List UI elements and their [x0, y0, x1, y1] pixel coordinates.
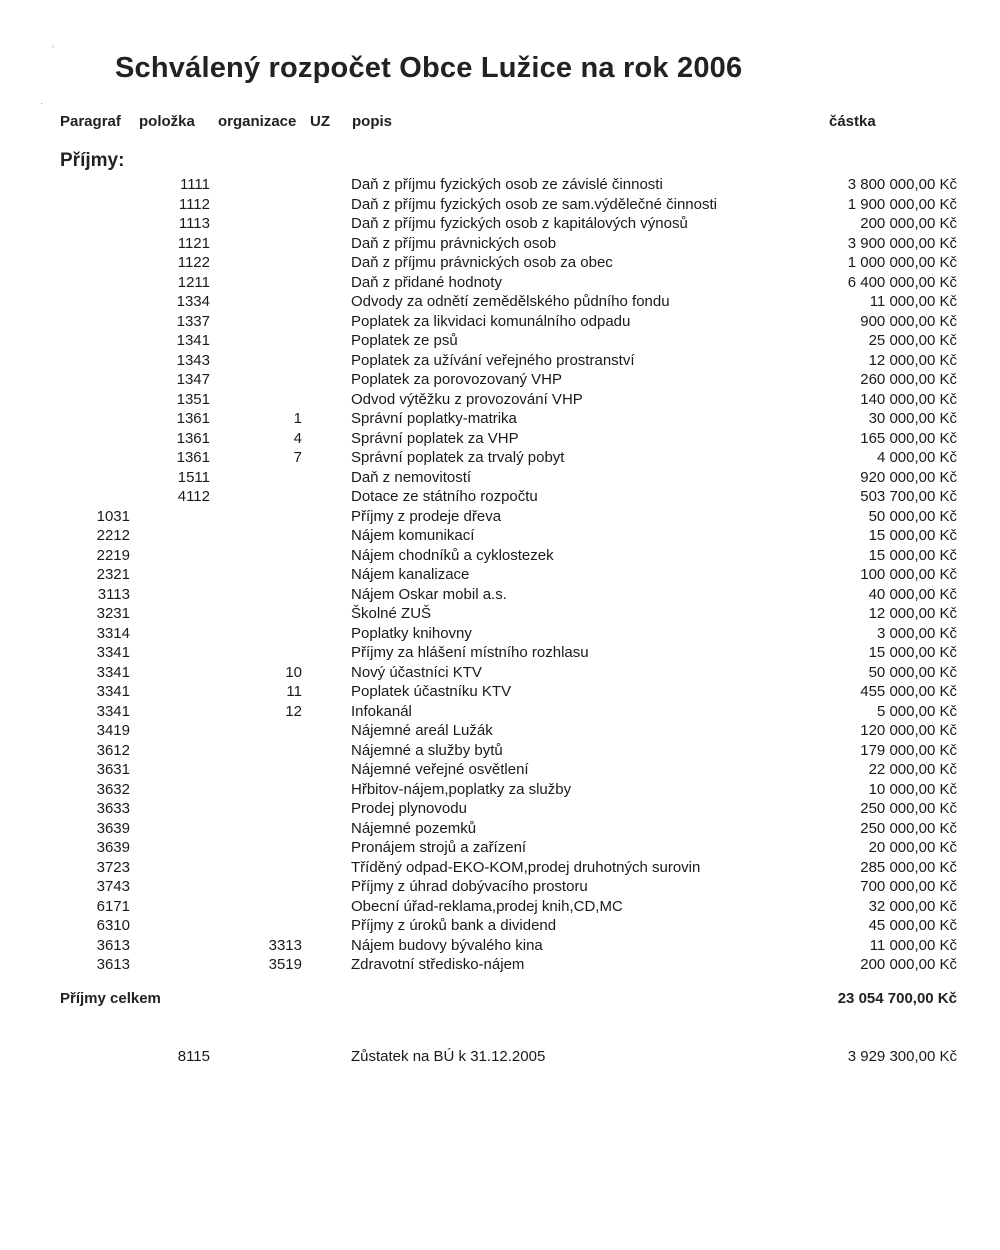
row-description: Nový účastníci KTV [351, 663, 482, 681]
row-paragraf: 3743 [96, 878, 130, 895]
header-organizace: organizace [218, 113, 297, 130]
balance-polozka: 8115 [177, 1048, 210, 1065]
row-paragraf: 3341 [96, 702, 130, 720]
row-description: Poplatek ze psů [351, 332, 458, 349]
table-row [0, 234, 1000, 254]
document-title: Schválený rozpočet Obce Lužice na rok 2006 [115, 52, 743, 84]
header-polozka: položka [139, 113, 195, 130]
row-paragraf: 3612 [96, 741, 130, 759]
row-amount: 200 000,00 Kč [860, 215, 957, 232]
row-paragraf: 2219 [96, 546, 130, 564]
row-description: Pronájem strojů a zařízení [351, 839, 527, 856]
row-polozka: 1343 [176, 351, 210, 369]
row-organizace: 3519 [268, 956, 302, 973]
row-amount: 40 000,00 Kč [868, 585, 957, 603]
row-description: Nájemné veřejné osvětlení [351, 761, 529, 778]
row-description: Daň z příjmu fyzických osob ze závislé činnosti [351, 176, 663, 193]
row-description: Daň z příjmu právnických osob za obec [351, 254, 613, 271]
income-table [0, 175, 1000, 975]
scan-mark: · [40, 98, 44, 109]
row-description: Prodej plynovodu [351, 800, 467, 817]
table-row [0, 682, 1000, 702]
row-organizace: 3313 [268, 936, 302, 954]
row-description: Infokanál [351, 702, 412, 720]
row-polozka: 1511 [177, 468, 210, 486]
row-description: Poplatek za porovozovaný VHP [351, 371, 562, 388]
table-row [0, 955, 1000, 975]
row-amount: 4 000,00 Kč [876, 449, 957, 466]
row-amount: 11 000,00 Kč [869, 293, 957, 310]
table-row [0, 916, 1000, 936]
table-row [0, 585, 1000, 605]
row-paragraf: 3113 [97, 585, 130, 603]
row-description: Příjmy za hlášení místního rozhlasu [351, 644, 589, 661]
row-paragraf: 6171 [96, 897, 130, 915]
table-row [0, 624, 1000, 644]
row-paragraf: 3631 [96, 761, 130, 778]
row-organizace: 1 [293, 410, 302, 427]
row-description: Správní poplatek za VHP [351, 429, 519, 447]
row-paragraf: 3639 [96, 819, 130, 837]
row-description: Nájem Oskar mobil a.s. [351, 585, 507, 603]
row-polozka: 1361 [176, 410, 210, 427]
row-amount: 200 000,00 Kč [860, 956, 957, 973]
total-amount: 23 054 700,00 Kč [837, 990, 957, 1007]
row-amount: 22 000,00 Kč [868, 761, 957, 778]
row-amount: 179 000,00 Kč [860, 741, 957, 759]
row-polozka: 1361 [176, 449, 210, 466]
row-polozka: 1334 [176, 293, 210, 310]
row-description: Správní poplatky-matrika [351, 410, 517, 427]
row-amount: 165 000,00 Kč [860, 429, 957, 447]
row-paragraf: 3723 [96, 858, 130, 876]
table-row [0, 214, 1000, 234]
row-amount: 12 000,00 Kč [868, 605, 957, 622]
header-castka: částka [829, 113, 876, 130]
row-organizace: 7 [293, 449, 302, 466]
row-polozka: 1122 [177, 254, 210, 271]
row-amount: 10 000,00 Kč [868, 780, 957, 798]
row-polozka: 1211 [177, 273, 210, 291]
row-organizace: 4 [293, 429, 302, 447]
row-amount: 50 000,00 Kč [868, 507, 957, 525]
row-amount: 3 800 000,00 Kč [847, 176, 957, 193]
table-row [0, 604, 1000, 624]
row-description: Daň z příjmu fyzických osob z kapitálových výnosů [351, 215, 688, 232]
row-amount: 15 000,00 Kč [868, 546, 957, 564]
row-amount: 503 700,00 Kč [860, 488, 957, 505]
row-description: Správní poplatek za trvalý pobyt [351, 449, 565, 466]
table-row [0, 292, 1000, 312]
table-row [0, 702, 1000, 722]
row-paragraf: 3341 [96, 683, 130, 700]
row-paragraf: 3314 [96, 624, 130, 642]
table-row [0, 819, 1000, 839]
row-description: Nájem komunikací [351, 527, 475, 544]
row-paragraf: 3613 [96, 936, 130, 954]
row-amount: 20 000,00 Kč [868, 839, 957, 856]
table-row [0, 897, 1000, 917]
row-amount: 25 000,00 Kč [868, 332, 957, 349]
row-organizace: 10 [285, 663, 302, 681]
table-row [0, 195, 1000, 215]
table-row [0, 936, 1000, 956]
row-description: Daň z nemovitostí [351, 468, 472, 486]
table-row [0, 721, 1000, 741]
table-row [0, 546, 1000, 566]
row-polozka: 4112 [177, 488, 210, 505]
table-row [0, 448, 1000, 468]
row-description: Poplatek za užívání veřejného prostranství [351, 351, 635, 369]
row-description: Poplatek za likvidaci komunálního odpadu [351, 312, 631, 330]
row-amount: 250 000,00 Kč [860, 819, 957, 837]
table-row [0, 663, 1000, 683]
row-paragraf: 3341 [96, 644, 130, 661]
table-row [0, 565, 1000, 585]
table-row [0, 643, 1000, 663]
row-polozka: 1347 [176, 371, 210, 388]
row-description: Příjmy z úroků bank a dividend [351, 917, 557, 934]
table-row [0, 253, 1000, 273]
row-description: Nájem kanalizace [351, 566, 470, 583]
table-row [0, 175, 1000, 195]
table-row [0, 312, 1000, 332]
row-description: Daň z přidané hodnoty [351, 273, 502, 291]
row-polozka: 1337 [176, 312, 210, 330]
row-amount: 3 000,00 Kč [876, 624, 957, 642]
row-description: Obecní úřad-reklama,prodej knih,CD,MC [351, 897, 623, 915]
row-description: Dotace ze státního rozpočtu [351, 488, 538, 505]
table-row [0, 741, 1000, 761]
row-amount: 50 000,00 Kč [868, 663, 957, 681]
row-amount: 11 000,00 Kč [869, 936, 957, 954]
balance-description: Zůstatek na BÚ k 31.12.2005 [351, 1048, 546, 1065]
table-row [0, 838, 1000, 858]
balance-amount: 3 929 300,00 Kč [847, 1048, 957, 1065]
table-row [0, 370, 1000, 390]
table-row [0, 780, 1000, 800]
row-amount: 455 000,00 Kč [860, 683, 957, 700]
row-polozka: 1113 [178, 215, 210, 232]
row-amount: 3 900 000,00 Kč [847, 234, 957, 252]
row-amount: 15 000,00 Kč [868, 644, 957, 661]
row-amount: 700 000,00 Kč [860, 878, 957, 895]
row-paragraf: 2212 [96, 527, 130, 544]
row-paragraf: 3419 [96, 722, 130, 739]
row-paragraf: 1031 [96, 507, 130, 525]
table-row [0, 858, 1000, 878]
row-paragraf: 3341 [96, 663, 130, 681]
row-paragraf: 3613 [96, 956, 130, 973]
row-organizace: 12 [285, 702, 302, 720]
row-description: Odvod výtěžku z provozování VHP [351, 390, 583, 408]
row-amount: 100 000,00 Kč [860, 566, 957, 583]
table-row [0, 877, 1000, 897]
row-description: Daň z příjmu fyzických osob ze sam.výdělečné činnosti [351, 195, 717, 213]
row-paragraf: 3633 [96, 800, 130, 817]
row-amount: 15 000,00 Kč [868, 527, 957, 544]
row-description: Nájemné areál Lužák [351, 722, 493, 739]
row-amount: 920 000,00 Kč [860, 468, 957, 486]
row-amount: 260 000,00 Kč [860, 371, 957, 388]
header-popis: popis [352, 113, 392, 130]
table-row [0, 351, 1000, 371]
row-amount: 120 000,00 Kč [860, 722, 957, 739]
row-description: Zdravotní středisko-nájem [351, 956, 525, 973]
row-description: Poplatek účastníku KTV [351, 683, 512, 700]
row-amount: 5 000,00 Kč [876, 702, 957, 720]
row-paragraf: 6310 [96, 917, 130, 934]
row-description: Nájem chodníků a cyklostezek [351, 546, 554, 564]
row-polozka: 1351 [176, 390, 210, 408]
row-description: Hřbitov-nájem,poplatky za služby [351, 780, 572, 798]
row-description: Nájem budovy bývalého kina [351, 936, 543, 954]
row-amount: 45 000,00 Kč [868, 917, 957, 934]
table-row [0, 331, 1000, 351]
row-amount: 32 000,00 Kč [868, 897, 957, 915]
row-amount: 285 000,00 Kč [860, 858, 957, 876]
row-paragraf: 2321 [96, 566, 130, 583]
row-paragraf: 3632 [96, 780, 130, 798]
section-title-prijmy: Příjmy: [60, 150, 125, 171]
row-amount: 1 900 000,00 Kč [847, 195, 957, 213]
table-row [0, 390, 1000, 410]
row-paragraf: 3231 [96, 605, 130, 622]
row-description: Příjmy z prodeje dřeva [351, 507, 502, 525]
row-description: Školné ZUŠ [351, 605, 432, 622]
table-row [0, 429, 1000, 449]
row-polozka: 1111 [179, 176, 210, 193]
table-row [0, 799, 1000, 819]
row-description: Nájemné pozemků [351, 819, 477, 837]
row-paragraf: 3639 [96, 839, 130, 856]
table-row [0, 273, 1000, 293]
row-polozka: 1121 [177, 234, 210, 252]
row-description: Daň z příjmu právnických osob [351, 234, 557, 252]
table-row [0, 507, 1000, 527]
row-amount: 30 000,00 Kč [868, 410, 957, 427]
row-organizace: 11 [286, 683, 302, 700]
row-description: Poplatky knihovny [351, 624, 472, 642]
row-amount: 250 000,00 Kč [860, 800, 957, 817]
row-description: Tříděný odpad-EKO-KOM,prodej druhotných surovin [351, 858, 701, 876]
row-polozka: 1341 [176, 332, 210, 349]
row-amount: 140 000,00 Kč [860, 390, 957, 408]
scan-mark: ʼ [52, 45, 55, 56]
table-row [0, 468, 1000, 488]
row-polozka: 1112 [178, 195, 210, 213]
table-row [0, 526, 1000, 546]
header-paragraf: Paragraf [60, 113, 121, 130]
row-amount: 900 000,00 Kč [860, 312, 957, 330]
row-amount: 1 000 000,00 Kč [847, 254, 957, 271]
header-uz: UZ [310, 113, 330, 130]
row-amount: 12 000,00 Kč [868, 351, 957, 369]
row-description: Nájemné a služby bytů [351, 741, 503, 759]
row-description: Příjmy z úhrad dobývacího prostoru [351, 878, 588, 895]
row-description: Odvody za odnětí zemědělského půdního fondu [351, 293, 670, 310]
table-row [0, 760, 1000, 780]
row-polozka: 1361 [176, 429, 210, 447]
row-amount: 6 400 000,00 Kč [847, 273, 957, 291]
table-row [0, 409, 1000, 429]
total-label: Příjmy celkem [60, 990, 161, 1007]
table-row [0, 487, 1000, 507]
